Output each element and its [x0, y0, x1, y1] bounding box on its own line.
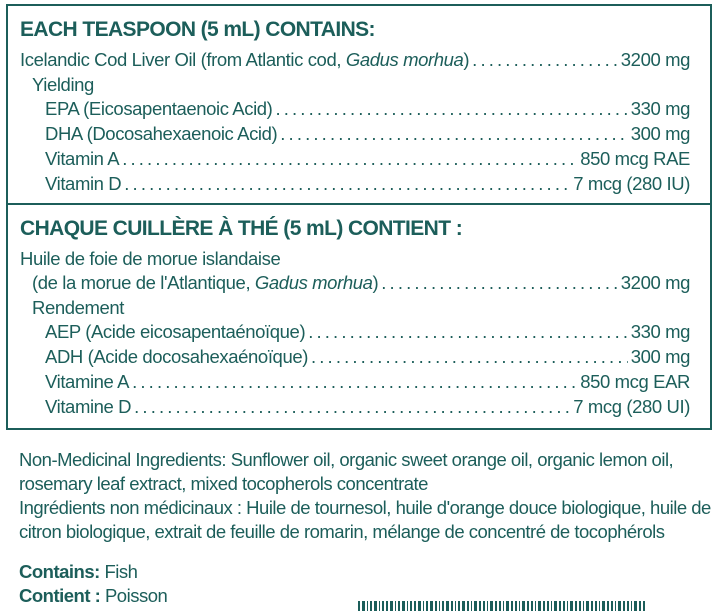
main-ingredient-amount: 3200 mg: [620, 49, 690, 70]
leader-dots: [472, 49, 618, 71]
section-divider: [8, 203, 710, 205]
ingredient-row: Vitamine A . . . 850 mcg EAR: [45, 371, 690, 393]
allergen-label-fr: Contient :: [19, 585, 101, 606]
main-ingredient-fr-line1: Huile de foie de morue islandaise: [20, 248, 281, 269]
ingredient-row: Vitamin D . . . 7 mcg (280 IU): [45, 173, 690, 195]
non-medicinal-en: Non-Medicinal Ingredients: Sunflower oil, organic sweet orange oil, organic lemon oil, rosemary leaf extract, mixed tocopherols concentrate: [19, 449, 674, 494]
ingredient-row: Vitamin A . . . 850 mcg RAE: [45, 148, 690, 170]
ingredient-row: DHA (Docosahexaenoic Acid) . . . 300 mg: [45, 123, 690, 145]
allergen-value-fr: Poisson: [100, 585, 168, 606]
yielding-label-fr: Rendement: [32, 297, 125, 318]
ingredient-row: ADH (Acide docosahexaénoïque) . . . 300 mg: [45, 346, 690, 368]
ingredient-row: AEP (Acide eicosapentaénoïque) . . . 330 mg: [45, 321, 690, 343]
french-heading: CHAQUE CUILLÈRE À THÉ (5 mL) CONTIENT :: [20, 217, 463, 240]
barcode-graphic: [358, 601, 645, 611]
main-ingredient-name: Icelandic Cod Liver Oil (from Atlantic cod, Gadus morhua): [20, 49, 470, 70]
yielding-label: Yielding: [32, 74, 94, 95]
main-ingredient-row: [20, 49, 690, 71]
nutrition-panel: [6, 4, 712, 430]
non-medicinal-fr: Ingrédients non médicinaux : Huile de tournesol, huile d'orange douce biologique, huile de citron biologique, extrait de feuille de romarin, mélange de concentré de tocophérols: [19, 497, 711, 542]
allergen-en: [19, 560, 713, 584]
english-heading: EACH TEASPOON (5 mL) CONTAINS:: [20, 18, 375, 41]
allergen-label-en: Contains:: [19, 561, 100, 582]
main-ingredient-fr-row: (de la morue de l'Atlantique, Gadus morhua) . . . 3200 mg: [32, 272, 690, 294]
ingredient-row: Vitamine D . . . 7 mcg (280 UI): [45, 396, 690, 418]
allergen-value-en: Fish: [99, 561, 138, 582]
ingredient-row: EPA (Eicosapentaenoic Acid) . . . 330 mg: [45, 98, 690, 120]
